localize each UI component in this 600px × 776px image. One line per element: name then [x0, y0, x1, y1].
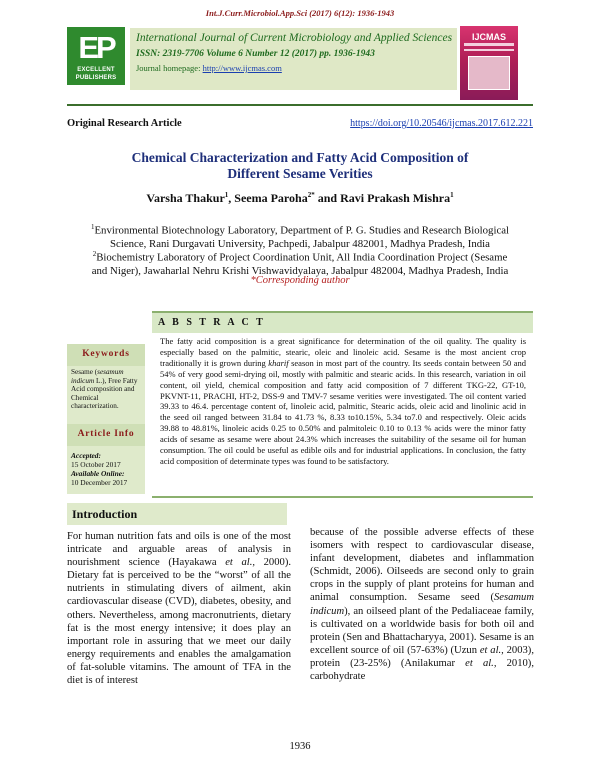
body-text: because of the possible adverse effects of these isomers with respect to cardiovascular disease, infant development, diabetes and inflammation (Schmidt, 2006). Oilseeds are second only to grain crops in the supply of plant proteins for human and animal consumption. Sesame seed ( — [310, 527, 534, 604]
abstract-text — [160, 336, 526, 467]
intro-column-right — [310, 526, 534, 683]
author-list: Varsha Thakur$^1$, Seema Paroha$^{2*}$ and Ravi Prakash Mishra$^1$ — [146, 191, 454, 205]
cover-rule — [464, 49, 514, 51]
affil-line: Science, Rani Durgavati University, Pachpedi, Jabalpur 482001, Madhya Pradesh, India — [110, 237, 490, 250]
accepted-date: 15 October 2017 — [71, 460, 121, 469]
body-italic: et al., — [465, 657, 497, 669]
running-head: Int.J.Curr.Microbiol.App.Sci (2017) 6(12): 1936-1943 — [205, 8, 395, 18]
title-line: Chemical Characterization and Fatty Acid Composition of — [131, 150, 469, 165]
keyword-text: L.), Free Fatty Acid composition and Chemical characterization. — [71, 376, 138, 411]
publisher-logo — [67, 27, 125, 85]
affiliation-1 — [67, 221, 533, 251]
affil-line: Environmental Biotechnology Laboratory, Department of P. G. Studies and Research Biological — [94, 224, 510, 237]
abstract-divider — [152, 496, 533, 498]
body-text: 2000). Dietary fat is perceived to be the “worst” of all the nutrients in stimulating divers of ailment, akin cardiovascular disease (CVD), diabetes, obesity, and others. Nevertheless, among macronutrients, dietary fat is the most energy intensive; it does play an important role in assuring that we meet our daily energy requirements and enables the amalgamation of fat-soluble vitamins. The amount of TFA in the diet is of interest — [67, 557, 291, 687]
cover-rule — [464, 43, 514, 46]
affil-line: and Niger), Jawaharlal Nehru Krishi Vishwavidyalaya, Jabalpur 482004, Madhya Pradesh, India — [91, 264, 509, 277]
article-info-heading: Article Info — [77, 429, 135, 439]
abstract-italic: kharif — [268, 357, 289, 368]
homepage-link[interactable]: http://www.ijcmas.com — [202, 63, 282, 73]
logo-line1: EXCELLENT — [77, 67, 115, 73]
affil-line: Biochemistry Laboratory of Project Coordination Unit, All India Coordination Project (Sesame — [96, 251, 508, 264]
keywords-heading-bar — [67, 344, 145, 366]
body-text: ), an oilseed plant of the Pedaliaceae family, is cultivated on a worldwide basis for both oil and protein (Sen and Bhattacharyya, 2001). Sesame is an excellent source of oil (57-63%) (Uzun — [310, 605, 534, 656]
author-sup: 1 — [224, 191, 229, 199]
keywords-text — [71, 368, 143, 411]
body-text: For human nutrition fats and oils is one of the most intricate and arguable areas of analysis in nourishment science (Hayakawa — [67, 531, 291, 569]
cover-picture — [468, 56, 510, 90]
keyword-text: Sesame ( — [71, 368, 98, 376]
affil-sup: 1 — [90, 223, 95, 231]
header-divider — [67, 104, 533, 106]
article-sidebar — [67, 344, 145, 494]
title-line: Different Sesame Verities — [227, 166, 373, 181]
homepage-label: Journal homepage: — [136, 63, 203, 73]
journal-homepage — [136, 63, 456, 73]
author-joiner: and — [314, 191, 341, 205]
body-text: 2010), carbohydrate — [310, 657, 534, 683]
author-sup: 1 — [450, 191, 454, 199]
body-text: 2003), protein (23-25%) (Anilakumar — [310, 644, 534, 669]
logo-letters: EP — [78, 30, 114, 65]
cover-label: IJCMAS — [471, 32, 506, 42]
body-italic: et al., — [479, 644, 504, 656]
affil-sup: 2 — [92, 250, 97, 258]
body-italic: Sesamum indicum — [310, 592, 534, 617]
intro-heading: Introduction — [72, 507, 138, 521]
abstract-heading-bar — [152, 311, 533, 333]
author-sup: 2* — [307, 191, 315, 199]
journal-cover-image — [460, 26, 518, 100]
intro-column-left — [67, 530, 291, 687]
keywords-heading: Keywords — [82, 349, 130, 359]
online-label: Available Online: — [71, 469, 125, 478]
doi-link[interactable]: https://doi.org/10.20546/ijcmas.2017.612.221 — [350, 118, 533, 129]
corresponding-author: *Corresponding author — [250, 275, 350, 286]
article-info-heading-bar — [67, 424, 145, 446]
journal-issn: ISSN: 2319-7706 Volume 6 Number 12 (2017) pp. 1936-1943 — [136, 49, 375, 59]
logo-line2: PUBLISHERS — [75, 75, 117, 81]
abstract-part: The fatty acid composition is a great significance for determination of the oil quality. The quality is especially based on the palmitic, stearic, oleic and linoleic acid. Sesame is the most ancient crop traditionally it is grown during — [160, 336, 526, 368]
abstract-heading: A B S T R A C T — [158, 317, 266, 328]
author: Varsha Thakur — [146, 191, 225, 205]
affiliation-2 — [67, 248, 533, 278]
online-date: 10 December 2017 — [71, 478, 128, 487]
author: Seema Paroha — [234, 191, 308, 205]
body-italic: et al., — [225, 557, 256, 569]
keyword-italic: sesamum indicum — [71, 368, 124, 385]
page-number: 1936 — [289, 741, 311, 752]
journal-title: International Journal of Current Microbiology and Applied Sciences — [136, 32, 453, 44]
article-type: Original Research Article — [67, 118, 182, 129]
accepted-label: Accepted: — [71, 451, 101, 460]
author: Ravi Prakash Mishra — [340, 191, 451, 205]
abstract-part: season in most part of the country. Its seeds contain between 50 and 54% of very good semi-drying oil, mostly with palmitic and stearic acids. In this research, variation in oil content, oil yield, chemical composition and fatty acid composition of 7 different TKG-22, GT-10, PKVNT-11, PRACHI, HT-2, DSS-9 and TMV-7 sesame verities were investigated. The oil content varied 39.33 to 46.4. percentage content of, linoleic acid, palmitic, Stearic acids, oleic acid and linolinic acid in the seed oil ranged between 31.84 to 41.73 %, 8.33 to10.15%, 5.34 to7.0 and respectively. Oleic acids 39.88 to 48.81%, linoleic acids 0.25 to 0.50% and palmitoleic 0.10 to 0.13 % acids were the minor fatty acids of sesame as sesame were about 24.3% which increases the suitability of the sesame oil for human consumption. The oil could be useful as edible oils and for industrial applications. In conclusion, the fatty acid composition of determinate types was found to be satisfactory. — [160, 357, 526, 466]
paper-title — [90, 150, 510, 182]
